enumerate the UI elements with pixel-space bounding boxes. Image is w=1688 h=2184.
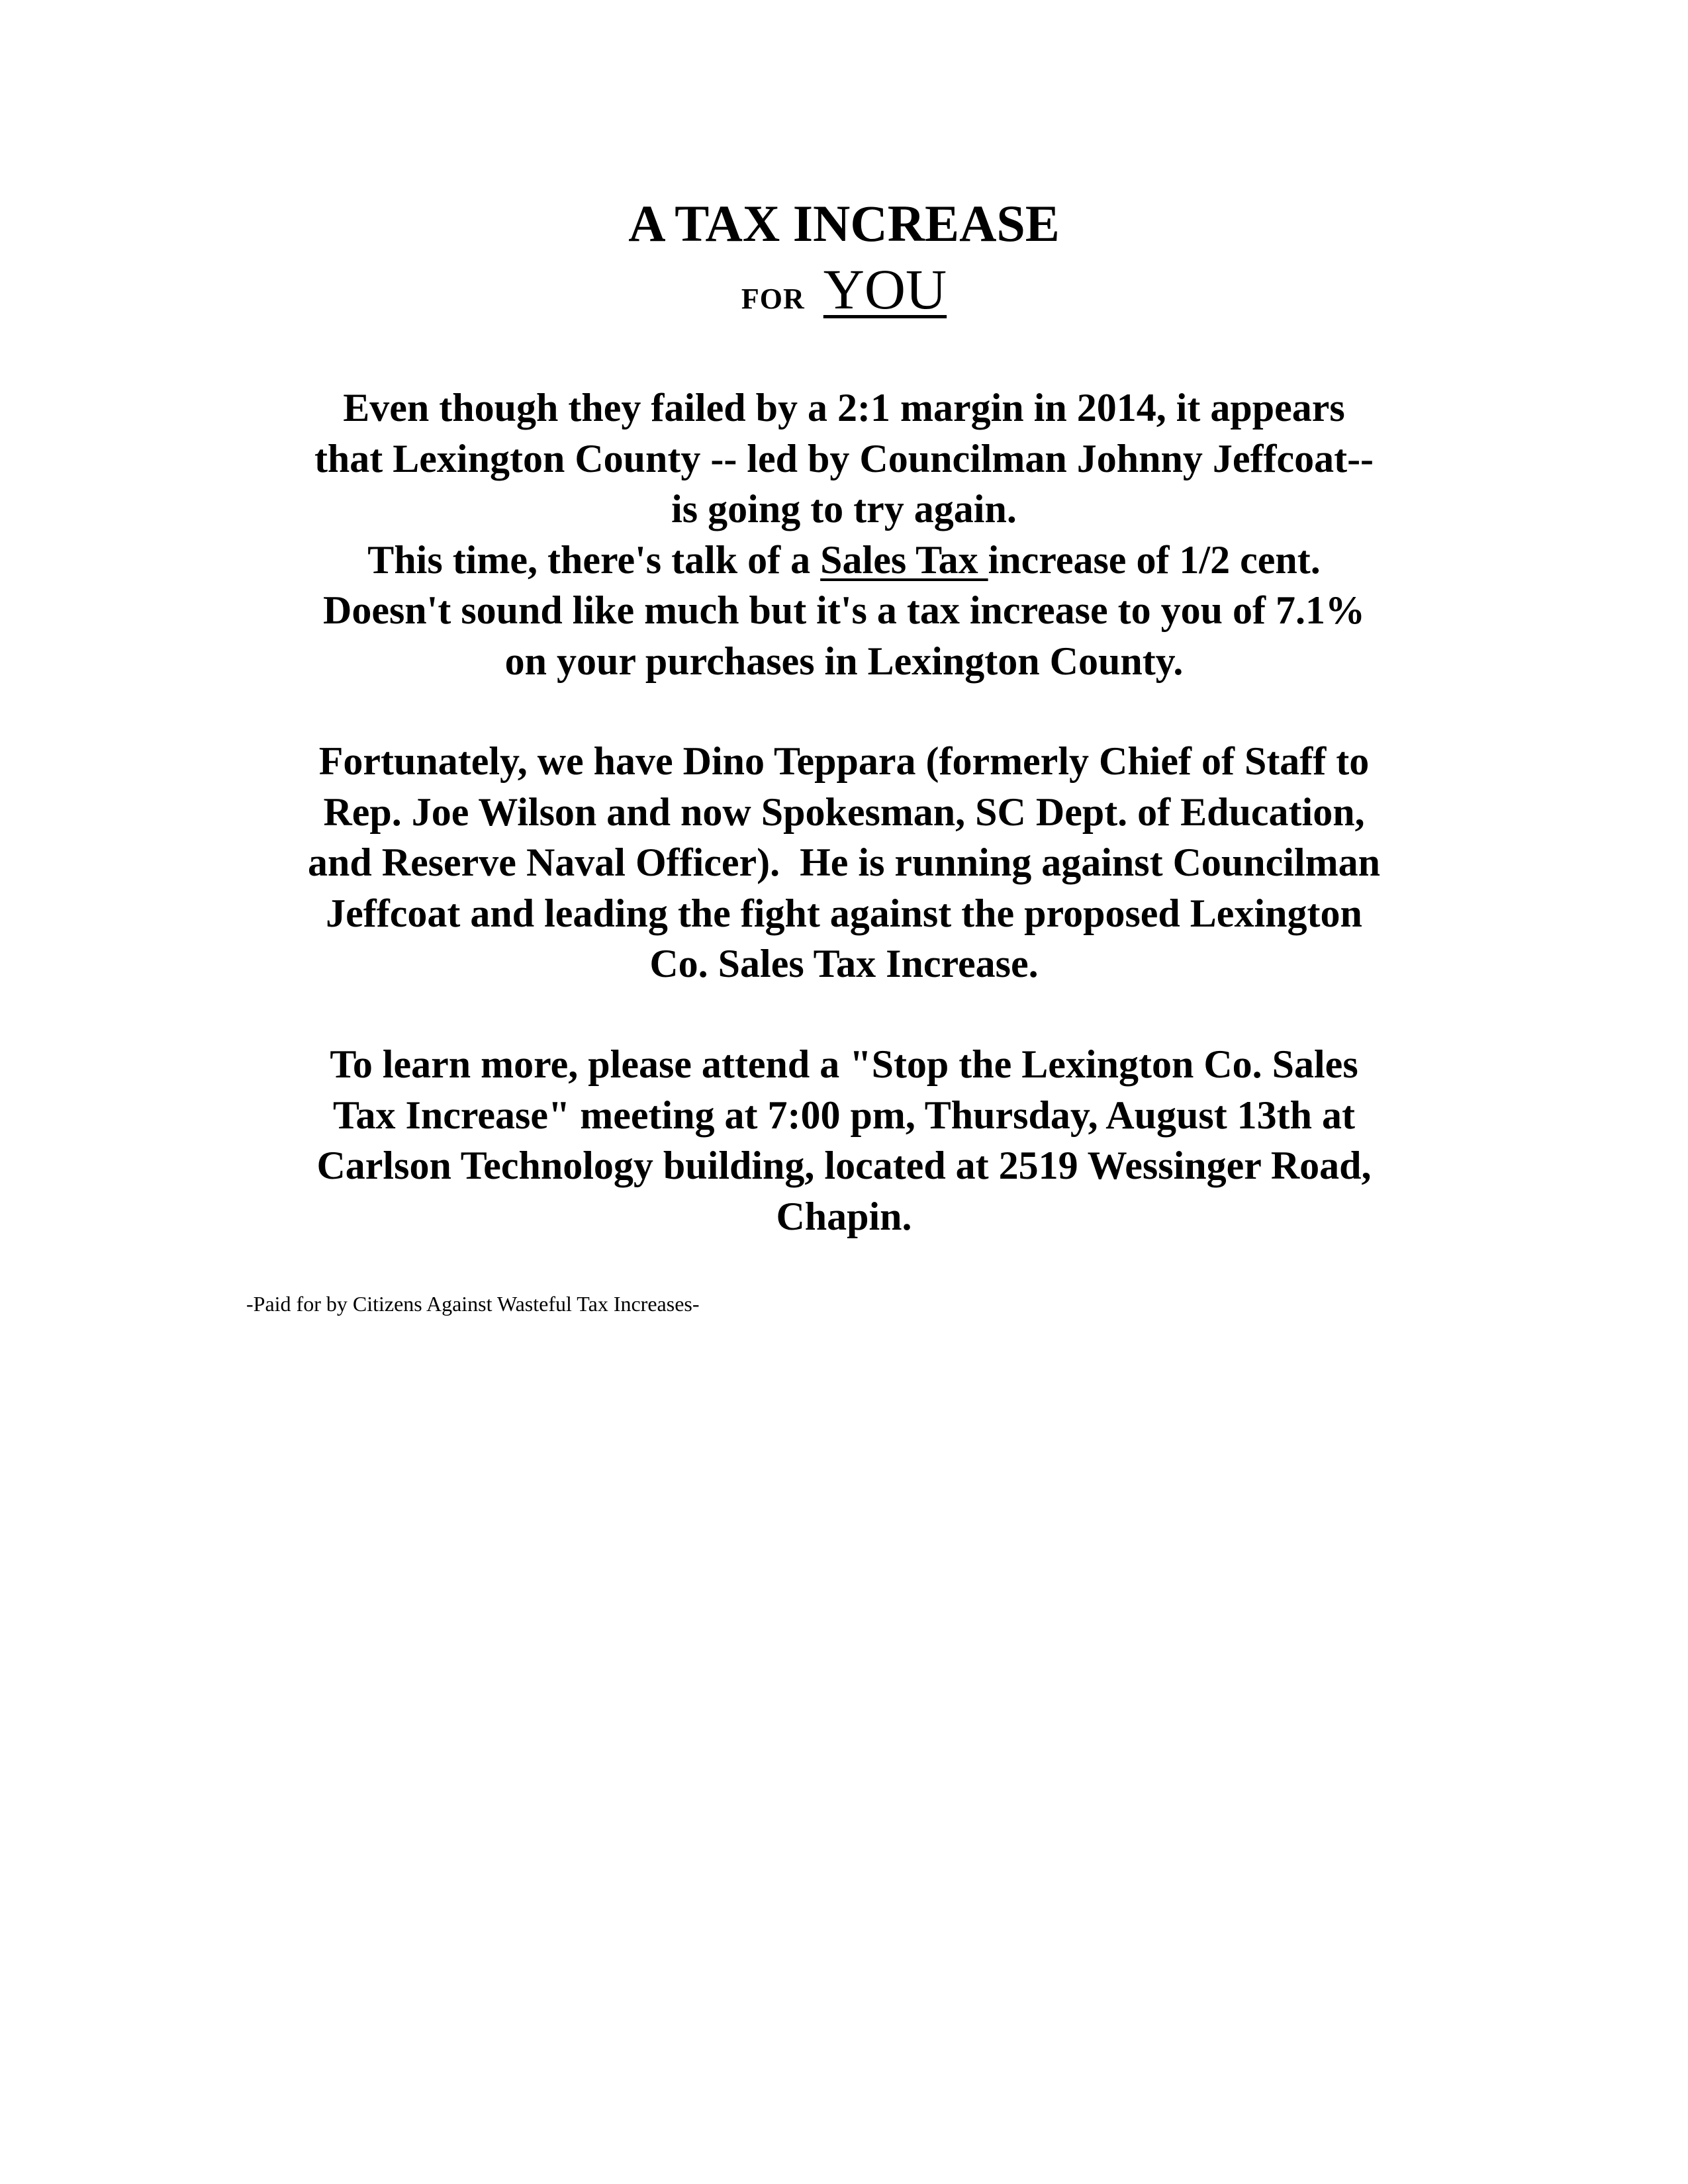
line-text: This time, there's talk of a (367, 537, 821, 582)
paragraph-line: and Reserve Naval Officer). He is running against Councilman (308, 841, 1380, 884)
paragraph-line: Fortunately, we have Dino Teppara (formerly Chief of Staff to (318, 739, 1370, 783)
page-subtitle (0, 253, 1688, 342)
paragraph-line: Co. Sales Tax Increase. (649, 942, 1039, 985)
paragraph-line: Doesn't sound like much but it's a tax increase to you of 7.1% (322, 588, 1365, 632)
paragraph-line: that Lexington County -- led by Councilman Johnny Jeffcoat-- (314, 436, 1374, 480)
paragraph-line: Even though they failed by a 2:1 margin in 2014, it appears (343, 386, 1345, 430)
paragraph-line: on your purchases in Lexington County. (504, 639, 1184, 683)
paragraph-line: Chapin. (776, 1194, 912, 1238)
paragraph-line: Rep. Joe Wilson and now Spokesman, SC Dept. of Education, (323, 790, 1365, 834)
paragraph-line: To learn more, please attend a "Stop the Lexington Co. Sales (330, 1042, 1358, 1086)
sales-tax-underlined: Sales Tax (820, 537, 988, 582)
paragraph-line: Carlson Technology building, located at 2519 Wessinger Road, (316, 1144, 1372, 1187)
paragraph-line: is going to try again. (671, 487, 1017, 531)
paragraph-line (0, 535, 1688, 586)
paragraph-candidate (0, 736, 1688, 989)
paragraph-line: Jeffcoat and leading the fight against the proposed Lexington (326, 891, 1362, 935)
paragraph-tax-increase (0, 383, 1688, 686)
paid-for-by-footer: -Paid for by Citizens Against Wasteful Tax Increases- (246, 1292, 700, 1316)
subtitle-you: YOU (823, 257, 947, 321)
page-title: A TAX INCREASE (628, 195, 1060, 252)
paragraph-meeting (0, 1039, 1688, 1242)
paragraph-line: Tax Increase" meeting at 7:00 pm, Thursday, August 13th at (332, 1093, 1356, 1137)
line-text: increase of 1/2 cent. (988, 537, 1321, 582)
subtitle-for: FOR (741, 283, 805, 315)
